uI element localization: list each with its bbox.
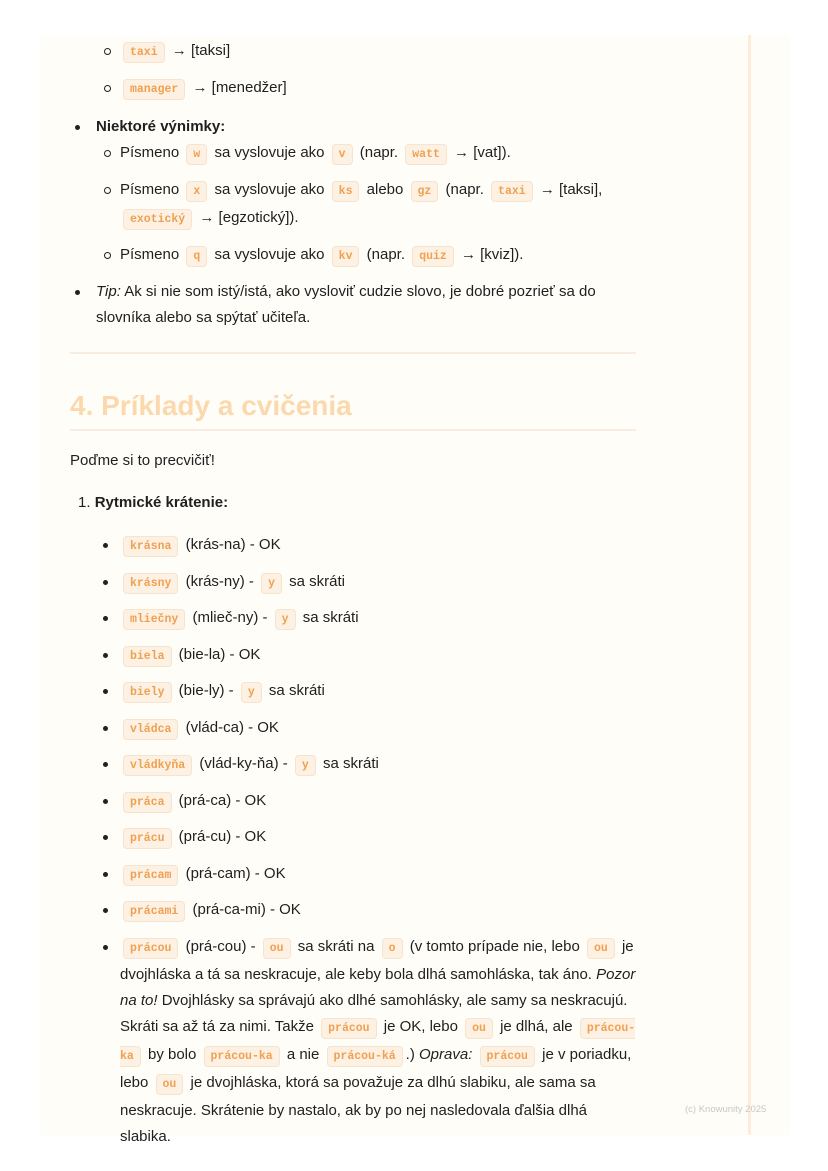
text: (krás-ny) - (181, 572, 259, 590)
text: je OK, lebo (379, 1017, 463, 1035)
exercise-heading (70, 490, 636, 516)
inline-code: prácou (321, 1018, 376, 1039)
document-content (70, 38, 636, 1158)
text: Písmeno (120, 181, 184, 198)
inline-code: quiz (412, 246, 454, 267)
list-item (120, 605, 636, 633)
heading-underline (70, 429, 636, 431)
inline-code: x (186, 181, 207, 202)
text: sa skráti (264, 682, 325, 699)
text: je dlhá, ale (495, 1017, 577, 1035)
text: (prá-ca) - OK (174, 791, 267, 809)
section-intro: Poďme si to precvičiť! (70, 452, 215, 469)
section-heading: 4. Príklady a cvičenia (70, 390, 352, 421)
list-item (120, 751, 636, 779)
inline-code: krásna (123, 536, 178, 557)
inline-code: práca (123, 792, 172, 813)
list-item (120, 934, 636, 1150)
text: → [taksi], (535, 181, 603, 198)
inline-code: exotický (123, 209, 192, 230)
inline-code: ou (156, 1074, 184, 1095)
text: sa vyslovuje ako (210, 181, 329, 198)
list-item (120, 715, 636, 743)
text: alebo (362, 181, 408, 198)
copyright-footer: (c) Knowunity 2025 (685, 1104, 767, 1115)
italic-text: Oprava: (419, 1045, 473, 1063)
inline-code: v (332, 144, 353, 165)
tip-item (70, 279, 636, 331)
text: (napr. (362, 246, 410, 263)
inline-code: prácam (123, 865, 178, 886)
inline-code: ou (587, 938, 615, 959)
inline-code: taxi (123, 42, 165, 63)
list-item (120, 642, 636, 670)
exercise-items (70, 532, 636, 1150)
text: (vlád-ky-ňa) - (195, 755, 292, 772)
inline-code: gz (411, 181, 439, 202)
text: (napr. (441, 181, 489, 198)
inline-code: prácu (123, 828, 172, 849)
divider (70, 352, 636, 354)
inline-code: krásny (123, 573, 178, 594)
list-item (120, 824, 636, 852)
italic-text: Pozor na to! (120, 965, 636, 1009)
text: Písmeno (120, 144, 184, 161)
list-number: 1. (78, 494, 91, 511)
text: sa skráti na (293, 937, 379, 955)
exceptions-list (96, 140, 636, 270)
inline-code: prácami (123, 901, 185, 922)
list-item (120, 38, 636, 66)
list-item (120, 788, 636, 816)
text: (mlieč-ny) - (188, 609, 272, 626)
text: (prá-cu) - OK (174, 828, 267, 845)
text: je dvojhláska, ktorá sa považuje za dlhú slabiku, ale sama sa neskracuje. Skrátenie by nastalo, ak by po nej nasledovala ďalšia dlhá slabika. (120, 1073, 596, 1145)
exceptions-item (70, 114, 636, 270)
text: → [taksi] (167, 42, 231, 59)
inline-code: vládkyňa (123, 755, 192, 776)
list-item (120, 177, 636, 233)
text: (vlád-ca) - OK (181, 718, 279, 736)
text: sa vyslovuje ako (210, 144, 329, 161)
text: Písmeno (120, 246, 184, 263)
inline-code: prácou (123, 938, 178, 959)
list-item (120, 532, 636, 560)
inline-code: manager (123, 79, 185, 100)
list-item (120, 678, 636, 706)
text: .) (405, 1045, 419, 1063)
text: (prá-cam) - OK (181, 864, 286, 882)
text: a nie (282, 1045, 324, 1063)
inline-code: ou (465, 1018, 493, 1039)
text: sa skráti (298, 609, 359, 626)
text: Ak si nie som istý/istá, ako vysloviť cudzie slovo, je dobré pozrieť sa do slovníka alebo sa spýtať učiteľa. (96, 283, 596, 326)
inline-code: mliečny (123, 609, 185, 630)
inline-code: prácou (480, 1046, 535, 1067)
text: (bie-la) - OK (174, 645, 261, 663)
text: (bie-ly) - (174, 682, 238, 699)
text: → [egzotický]). (195, 209, 299, 226)
inline-code: prácou-ka (120, 1018, 635, 1067)
text: sa vyslovuje ako (210, 246, 329, 263)
text: (napr. (355, 144, 403, 161)
main-bullets (70, 114, 636, 331)
inline-code: vládca (123, 719, 178, 740)
list-item (120, 75, 636, 103)
list-item (120, 861, 636, 889)
text: (v tomto prípade nie, lebo (405, 937, 584, 955)
text: je dvojhláska a tá sa neskracuje, ale keby bola dlhá samohláska, tak áno. (120, 937, 634, 983)
exceptions-title: Niektoré výnimky: (96, 118, 226, 135)
text: → [kviz]). (456, 246, 524, 263)
inline-code: prácou-ka (204, 1046, 280, 1067)
list-item (120, 140, 636, 168)
inline-code: y (275, 609, 296, 630)
inline-code: ks (332, 181, 360, 202)
inline-code: watt (405, 144, 447, 165)
text: Dvojhlásky sa správajú ako dlhé samohlásky, ale samy sa neskracujú. Skráti sa až tá za nimi. Takže (120, 991, 628, 1035)
pronunciation-examples (70, 38, 636, 103)
inline-code: o (382, 938, 403, 959)
text: (krás-na) - OK (181, 536, 281, 553)
inline-code: q (186, 246, 207, 267)
inline-code: w (186, 144, 207, 165)
inline-code: ou (263, 938, 291, 959)
list-item (120, 897, 636, 925)
inline-code: y (295, 755, 316, 776)
inline-code: kv (332, 246, 360, 267)
text: sa skráti (318, 755, 379, 772)
list-item (120, 242, 636, 270)
inline-code: y (261, 573, 282, 594)
exercise-title: Rytmické krátenie: (94, 494, 229, 511)
text (472, 1046, 476, 1063)
text: (prá-ca-mi) - OK (188, 901, 301, 918)
inline-code: prácou-ká (327, 1046, 403, 1067)
inline-code: taxi (491, 181, 533, 202)
italic-text: Tip: (96, 283, 121, 300)
list-item (120, 569, 636, 597)
inline-code: biela (123, 646, 172, 667)
text: je v poriadku, lebo (120, 1045, 632, 1091)
inline-code: y (241, 682, 262, 703)
text: → [vat]). (449, 144, 511, 161)
text: by bolo (143, 1045, 201, 1063)
inline-code: biely (123, 682, 172, 703)
margin-line (748, 35, 751, 1135)
text: (prá-cou) - (181, 937, 260, 955)
text: sa skráti (285, 572, 346, 590)
text: → [menedžer] (188, 79, 287, 96)
